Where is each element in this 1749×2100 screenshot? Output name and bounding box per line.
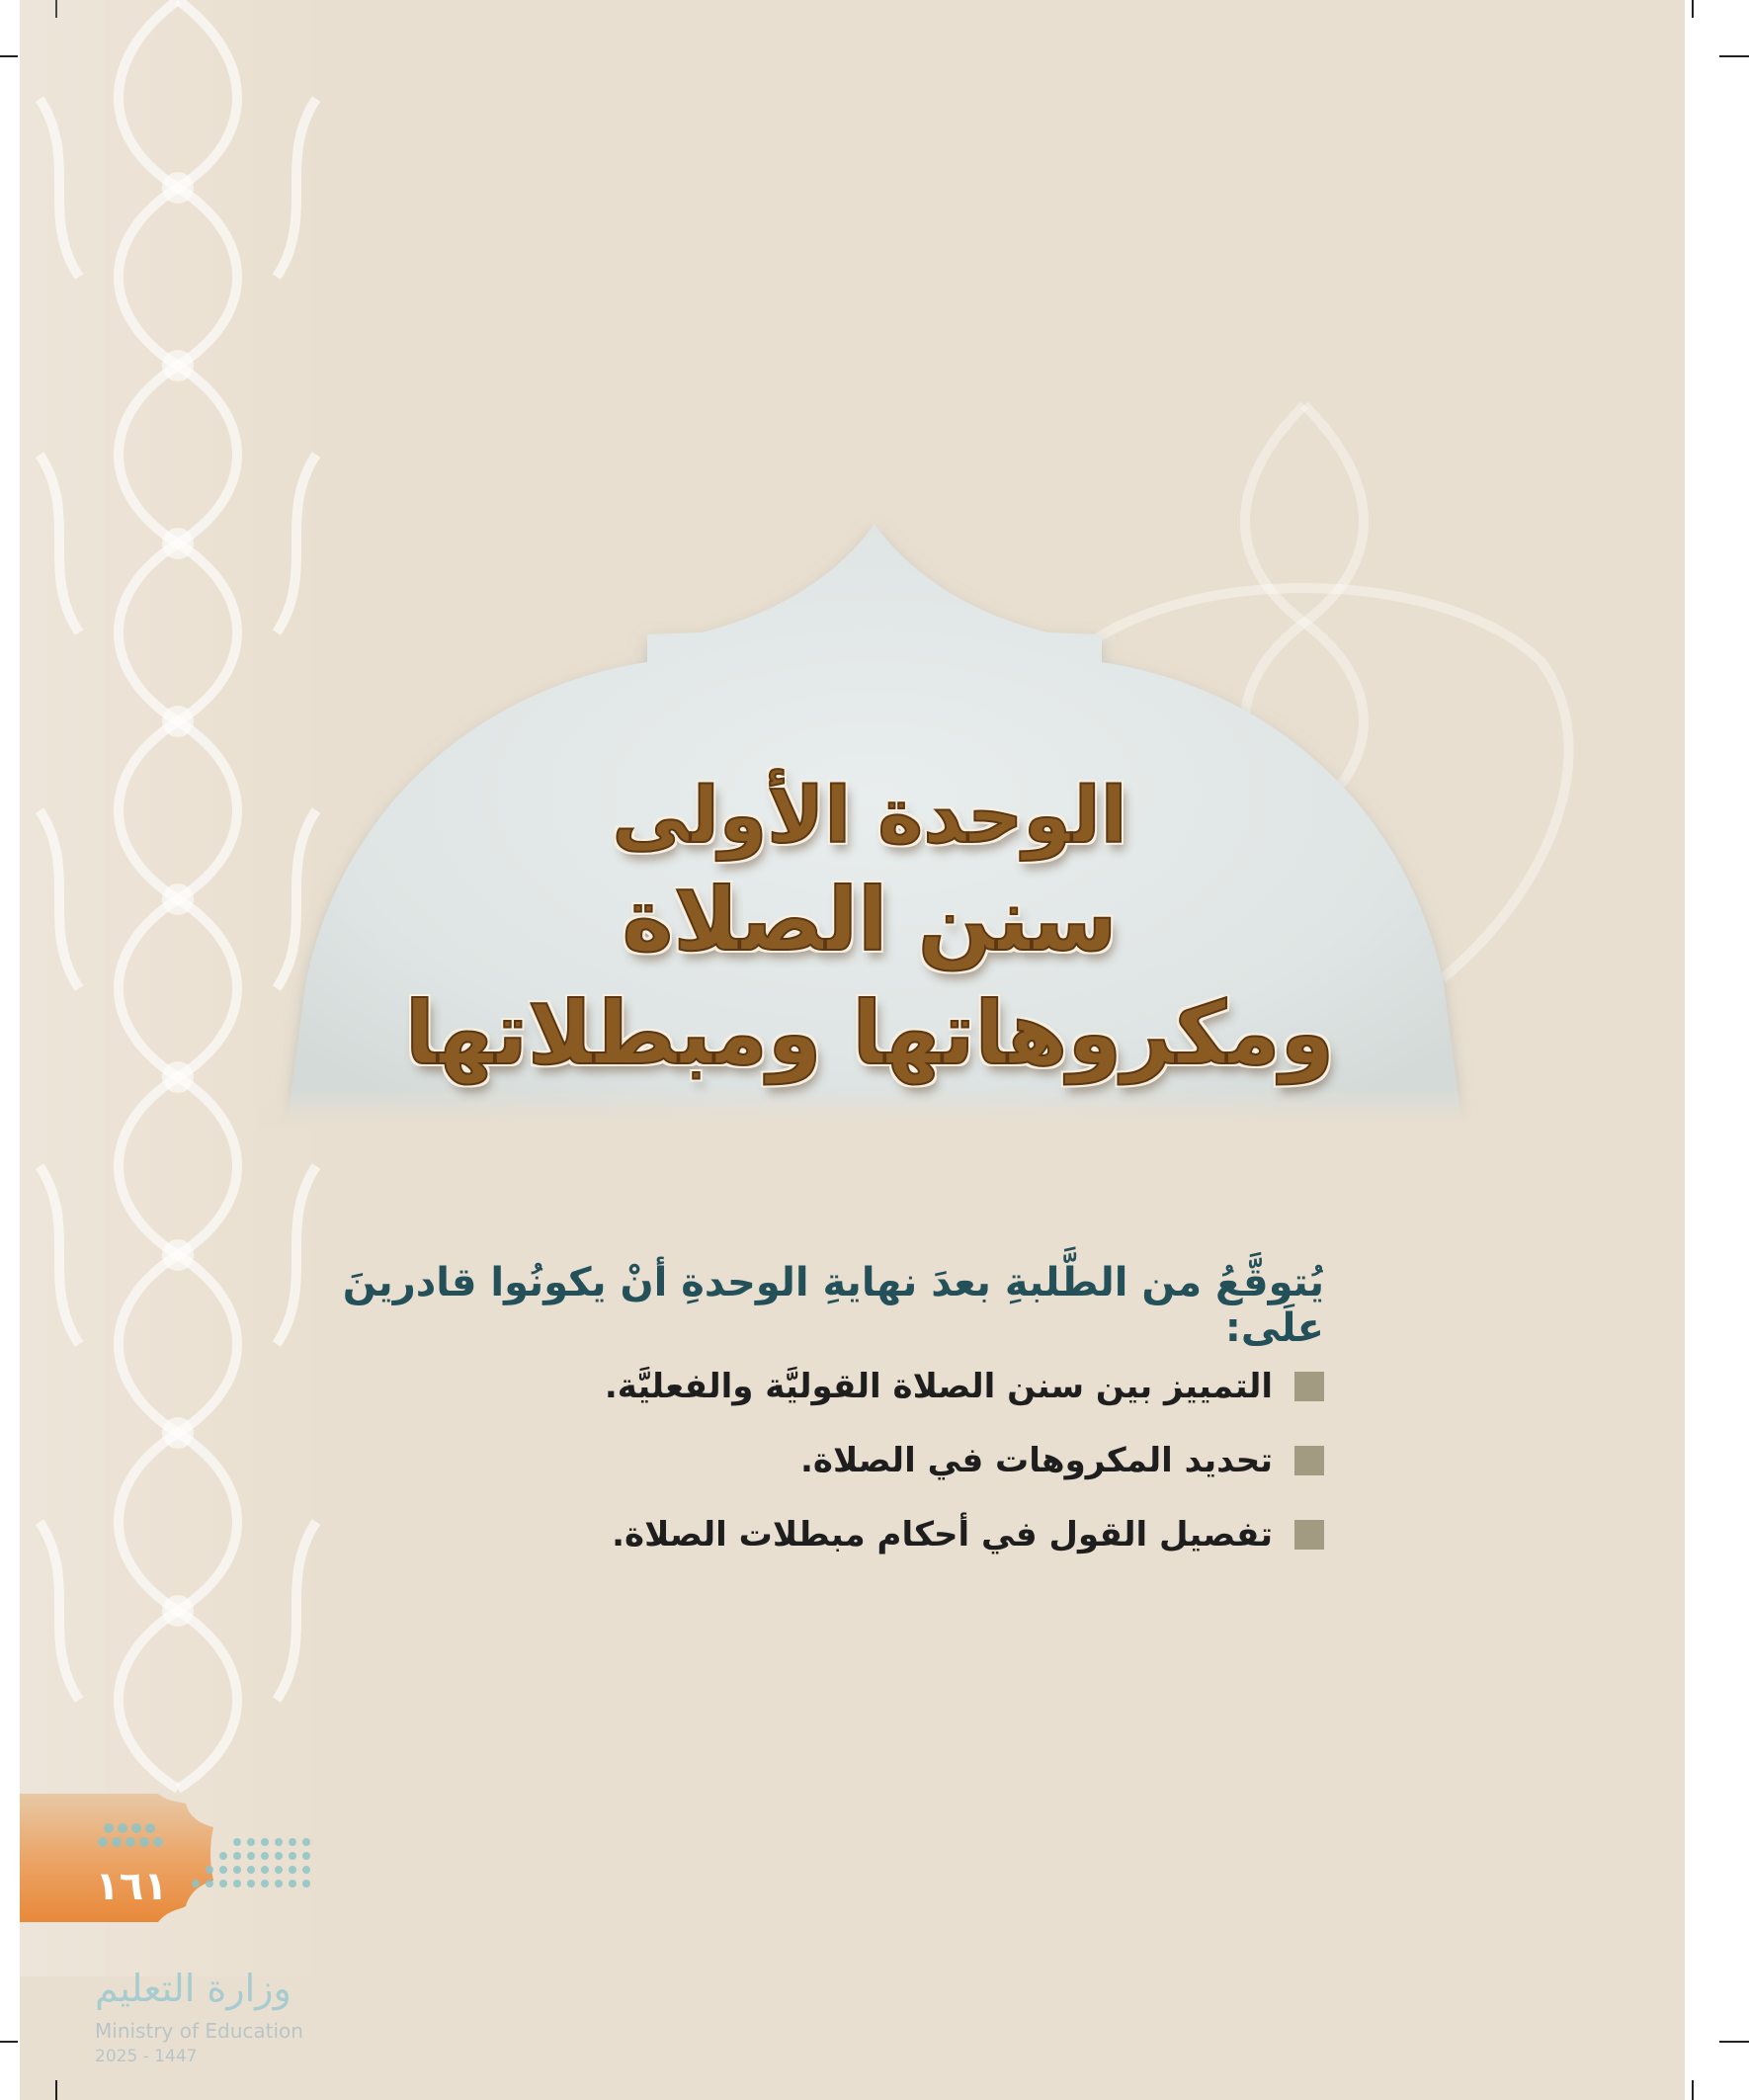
crop-mark	[1692, 0, 1694, 18]
objectives-list	[296, 1349, 1324, 1571]
crop-mark	[0, 55, 18, 57]
square-bullet-icon	[1294, 1372, 1324, 1401]
objective-item	[296, 1349, 1324, 1423]
ministry-logo-icon	[89, 1818, 316, 1907]
crop-mark	[1692, 2080, 1694, 2100]
objective-text: تفصيل القول في أحكام مبطلات الصلاة.	[612, 1514, 1273, 1554]
edition-year: 2025 - 1447	[95, 2047, 198, 2066]
objective-item	[296, 1497, 1324, 1571]
crop-mark	[0, 2041, 18, 2043]
unit-title-line: ومكروهاتها ومبطلاتها	[404, 982, 1335, 1085]
crop-mark	[55, 2080, 57, 2100]
objectives-intro: يُتوقَّعُ من الطَّلبةِ بعدَ نهايةِ الوحدةِ أنْ يكونُوا قادرينَ علَى:	[342, 1260, 1324, 1351]
objective-text: التمييز بين سنن الصلاة القوليَّة والفعليَّة.	[604, 1366, 1273, 1406]
ministry-name-arabic: وزارة التعليم	[95, 1967, 292, 2010]
objective-text: تحديد المكروهات في الصلاة.	[800, 1440, 1273, 1480]
unit-number-title: الوحدة الأولى	[612, 772, 1127, 861]
unit-title	[198, 771, 1541, 1086]
crop-mark	[1719, 2041, 1749, 2043]
square-bullet-icon	[1294, 1446, 1324, 1475]
objective-item	[296, 1423, 1324, 1497]
square-bullet-icon	[1294, 1520, 1324, 1550]
unit-title-line: سنن الصلاة	[622, 868, 1118, 970]
page-number: ١٦١	[95, 1864, 168, 1909]
ministry-name-english: Ministry of Education	[95, 2019, 303, 2043]
crop-mark	[1719, 55, 1749, 57]
